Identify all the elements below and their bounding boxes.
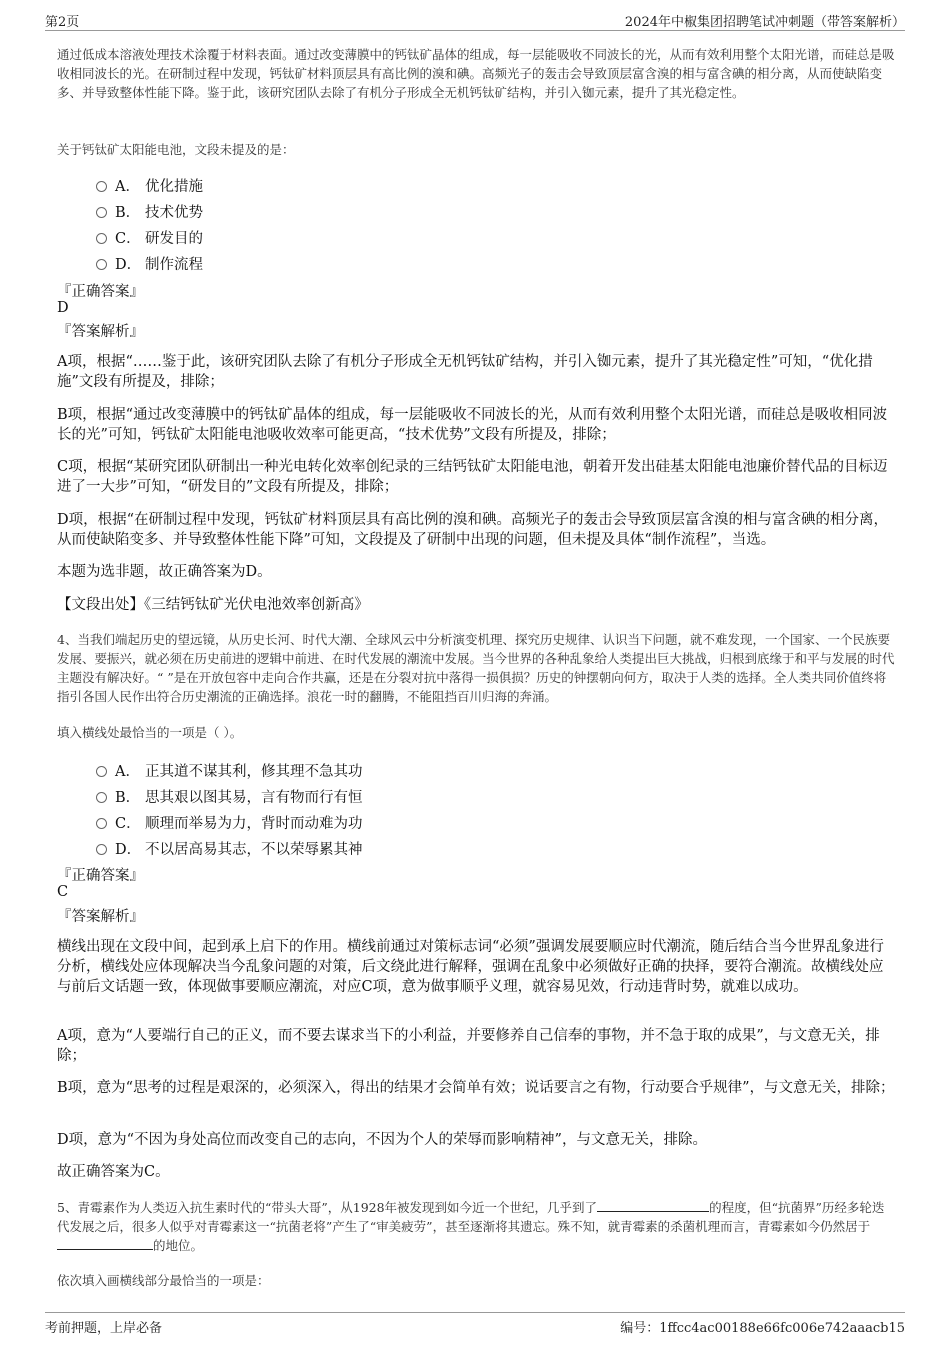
footer-slogan: 考前押题，上岸必备 [45, 1321, 163, 1336]
q3-option-b[interactable]: B． 技术优势 [96, 201, 203, 221]
q3-option-d[interactable]: D． 制作流程 [96, 253, 203, 273]
q4-option-b[interactable]: B． 思其艰以图其易，言有物而行有恒 [96, 786, 363, 806]
q4-answer-label: 『正确答案』 [57, 868, 144, 884]
q4-analysis-b: B项，意为“思考的过程是艰深的，必须深入，得出的结果才会简单有效；说话要言之有物，行动要合乎规律”，与文意无关，排除； [57, 1080, 895, 1096]
q4-analysis-d: D项，意为“不因为身处高位而改变自己的志向，不因为个人的荣辱而影响精神”，与文意无关，排除。 [57, 1132, 707, 1148]
q5-question: 依次填入画横线部分最恰当的一项是： [57, 1273, 270, 1288]
q5-passage: 5、青霉素作为人类迈入抗生素时代的“带头大哥”，从1928年被发现到如今近一个世纪，几乎到了 的程度，但“抗菌界”历经多轮迭代发展之后，很多人似乎对青霉素这一“抗菌老将”产生了“审美疲劳”，甚至逐渐将其遗忘。殊不知，就青霉素的杀菌机理而言，青霉素如今仍然居于的地位。 [57, 1200, 885, 1253]
q4-analysis-main: 横线出现在文段中间，起到承上启下的作用。横线前通过对策标志词“必须”强调发展要顺应时代潮流，随后结合当今世界乱象进行分析，横线处应体现解决当今乱象问题的对策，后文绕此进行解释，强调在乱象中必须做好正确的抉择，要符合潮流。故横线处应与前后文话题一致，体现做事要顺应潮流，对应C项，意为做事顺乎义理，就容易见效，行动违背时势，就难以成功。 [57, 939, 884, 995]
page-header [45, 8, 905, 31]
q3-passage: 通过低成本溶液处理技术涂覆于材料表面。通过改变薄膜中的钙钛矿晶体的组成，每一层能吸收不同波长的光，从而有效利用整个太阳光谱，而硅总是吸收相同波长的光。在研制过程中发现，钙钛矿材料顶层具有高比例的溴和碘。高频光子的轰击会导致顶层富含溴的相与富含碘的相分离，从而使缺陷变多、并导致整体性能下降。鉴于此，该研究团队去除了有机分子形成全无机钙钛矿结构，并引入铷元素，提升了其光稳定性。 [57, 47, 895, 100]
q4-conclusion: 故正确答案为C。 [57, 1164, 170, 1180]
q3-conclusion: 本题为选非题，故正确答案为D。 [57, 564, 272, 580]
q5-blank-2[interactable] [57, 1236, 153, 1250]
q4-analysis-label: 『答案解析』 [57, 909, 144, 925]
radio-icon[interactable] [96, 233, 107, 244]
q3-question: 关于钙钛矿太阳能电池，文段未提及的是： [57, 142, 295, 157]
q3-analysis-c: C项，根据“某研究团队研制出一种光电转化效率创纪录的三结钙钛矿太阳能电池，朝着开发出硅基太阳能电池廉价替代品的目标迈进了一大步”可知，“研发目的”文段有所提及，排除； [57, 459, 888, 495]
q4-analysis-a: A项，意为“人要端行自己的正义，而不要去谋求当下的小利益，并要修养自己信奉的事物，并不急于取的成果”，与文意无关，排除； [57, 1028, 880, 1064]
q4-answer: C [57, 884, 69, 900]
radio-icon[interactable] [96, 207, 107, 218]
q3-option-c[interactable]: C． 研发目的 [96, 227, 203, 247]
radio-icon[interactable] [96, 818, 107, 829]
q3-option-a[interactable]: A． 优化措施 [96, 175, 203, 195]
radio-icon[interactable] [96, 181, 107, 192]
q4-option-a[interactable]: A． 正其道不谋其利，修其理不急其功 [96, 760, 363, 780]
footer-serial: 编号：1ffcc4ac00188e66fc006e742aaacb15 [620, 1321, 905, 1336]
q3-analysis-label: 『答案解析』 [57, 324, 144, 340]
page-footer [45, 1312, 905, 1337]
radio-icon[interactable] [96, 259, 107, 270]
document-title: 2024年中椒集团招聘笔试冲刺题（带答案解析） [624, 15, 905, 30]
q3-analysis-a: A项，根据“……鉴于此，该研究团队去除了有机分子形成全无机钙钛矿结构，并引入铷元素，提升了其光稳定性”可知，“优化措施”文段有所提及，排除； [57, 354, 873, 390]
q3-source: 【文段出处】《三结钙钛矿光伏电池效率创新高》 [57, 597, 369, 613]
q3-answer: D [57, 300, 69, 316]
q4-option-d[interactable]: D． 不以居高易其志，不以荣辱累其神 [96, 838, 363, 858]
page-number: 第2页 [45, 15, 80, 30]
radio-icon[interactable] [96, 792, 107, 803]
q4-option-c[interactable]: C． 顺理而举易为力，背时而动难为功 [96, 812, 363, 832]
q4-question: 填入横线处最恰当的一项是（ ）。 [57, 725, 243, 740]
q3-answer-label: 『正确答案』 [57, 284, 144, 300]
radio-icon[interactable] [96, 766, 107, 777]
q5-blank-1[interactable] [597, 1198, 709, 1212]
q3-analysis-d: D项，根据“在研制过程中发现，钙钛矿材料顶层具有高比例的溴和碘。高频光子的轰击会导致顶层富含溴的相与富含碘的相分离，从而使缺陷变多、并导致整体性能下降”可知，文段提及了研制中出现的问题，但未提及具体“制作流程”，当选。 [57, 512, 889, 548]
q3-analysis-b: B项，根据“通过改变薄膜中的钙钛矿晶体的组成，每一层能吸收不同波长的光，从而有效利用整个太阳光谱，而硅总是吸收相同波长的光”可知，钙钛矿太阳能电池吸收效率可能更高，“技术优势”文段有所提及，排除； [57, 407, 888, 443]
radio-icon[interactable] [96, 844, 107, 855]
q4-passage: 4、当我们端起历史的望远镜，从历史长河、时代大潮、全球风云中分析演变机理、探究历史规律、认识当下问题，就不难发现，一个国家、一个民族要发展、要振兴，就必须在历史前进的逻辑中前进、在时代发展的潮流中发展。当今世界的各种乱象给人类提出巨大挑战，归根到底缘于和平与发展的时代主题没有解决好。“ ”是在开放包容中走向合作共赢，还是在分裂对抗中落得一损俱损？历史的钟摆朝向何方，取决于人类的选择。全人类共同价值终将指引各国人民作出符合历史潮流的正确选择。浪花一时的翻腾，不能阻挡百川归海的奔涌。 [57, 632, 895, 704]
